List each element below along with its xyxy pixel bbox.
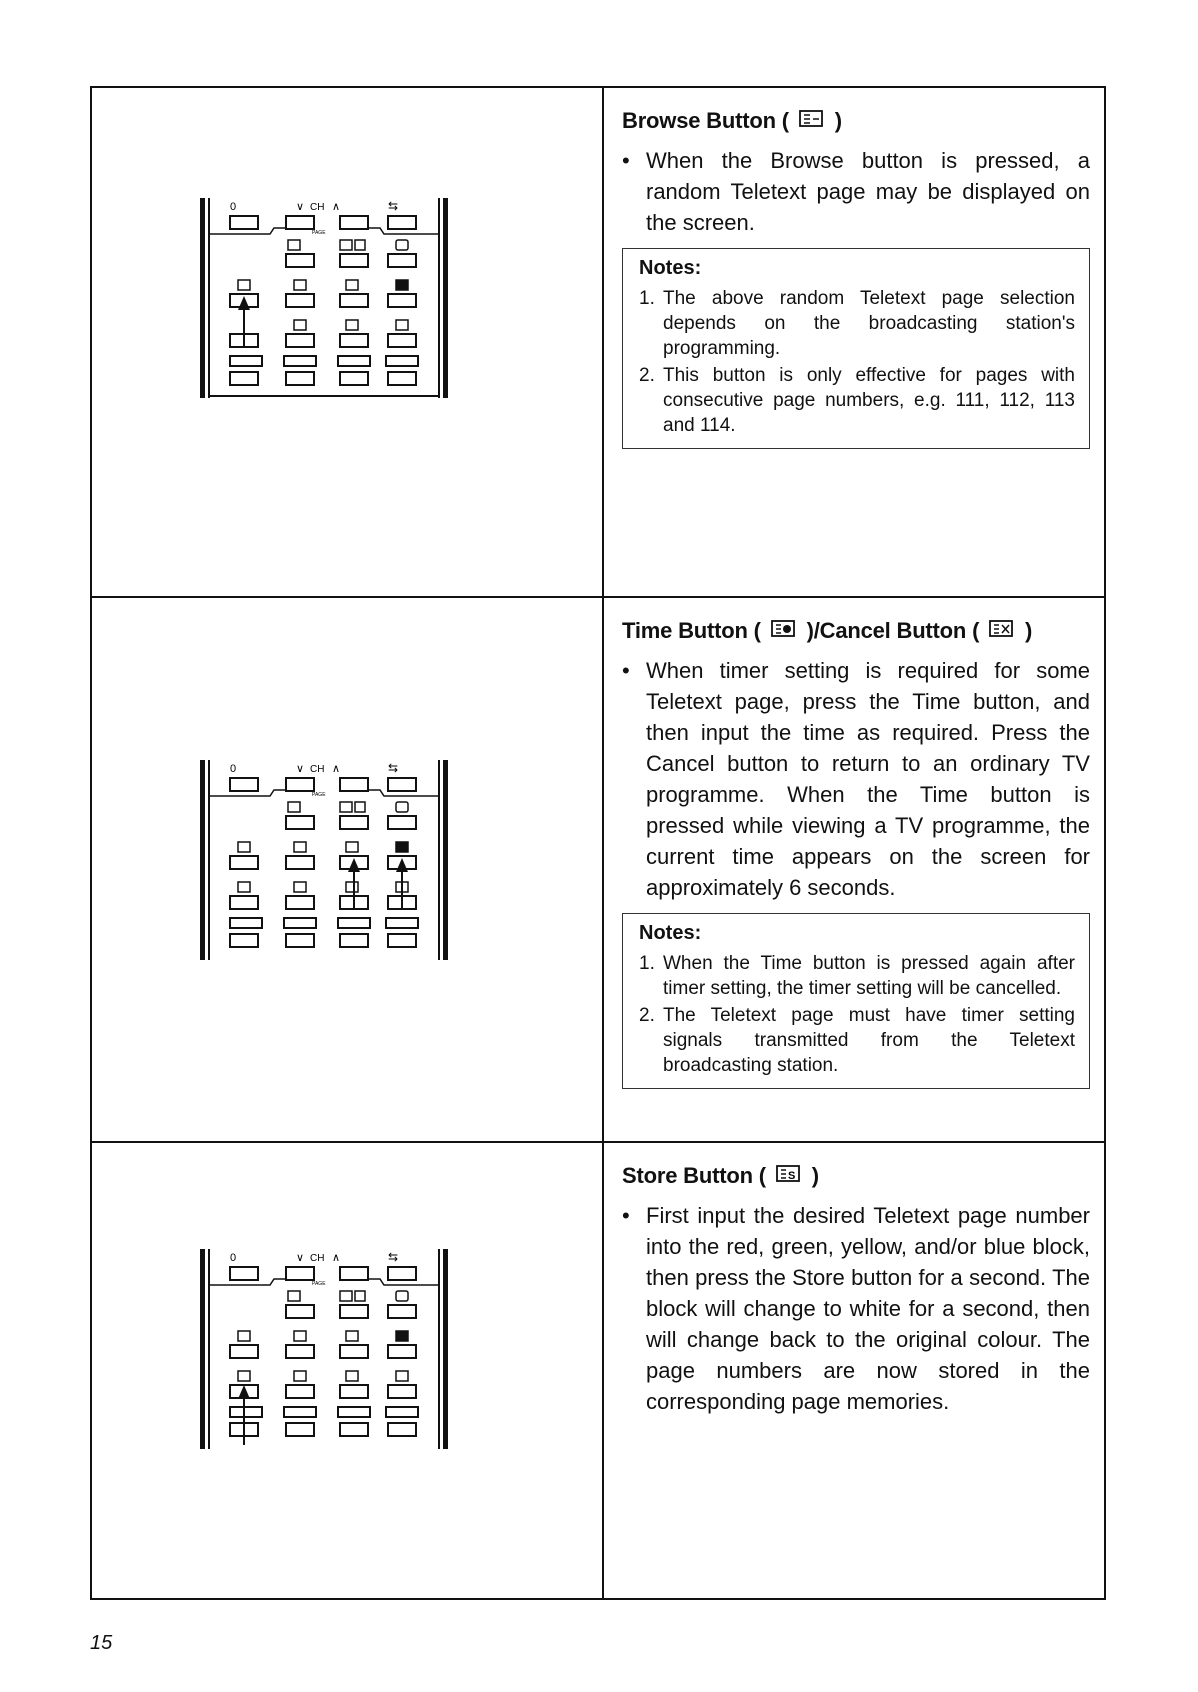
svg-text:0: 0 xyxy=(230,1252,237,1264)
svg-text:S: S xyxy=(787,1170,795,1183)
browse-icon xyxy=(799,109,825,135)
section-time-cancel xyxy=(92,598,1104,1143)
section-heading: Store Button ( S ) xyxy=(622,1163,1090,1190)
section-heading: Browse Button ( ) xyxy=(622,108,1090,135)
svg-text:CH: CH xyxy=(310,1253,325,1264)
notes-box xyxy=(622,248,1090,449)
notes-title: Notes: xyxy=(639,257,702,280)
note-item: 1. The above random Teletext page selection depends on the broadcasting station's programming. xyxy=(639,288,1075,360)
section-heading: Time Button ( )/Cancel Button ( ) xyxy=(622,618,1090,645)
svg-text:⇆: ⇆ xyxy=(388,761,399,775)
svg-text:∨: ∨ xyxy=(296,763,305,775)
svg-text:∧: ∧ xyxy=(332,1252,341,1264)
remote-illustration-browse xyxy=(200,196,450,406)
svg-text:∨: ∨ xyxy=(296,1252,305,1264)
browse-description: • When the Browse button is pressed, a random Teletext page may be displayed on the screen. xyxy=(622,148,1090,236)
svg-text:∧: ∧ xyxy=(332,201,341,213)
remote-illustration-time xyxy=(200,758,450,968)
store-description: • First input the desired Teletext page number into the red, green, yellow, and/or blue block, then press the Store button for a second. The block will change to white for a second, then will change back to the original colour. The page numbers are now stored in the corresponding page memories. xyxy=(622,1203,1090,1415)
note-item: 1. When the Time button is pressed again after timer setting, the timer setting will be cancelled. xyxy=(639,953,1075,1000)
zero-label: 0 xyxy=(230,201,237,213)
remote-illustration-store xyxy=(200,1247,450,1457)
svg-text:∨: ∨ xyxy=(296,201,305,213)
cancel-icon xyxy=(989,619,1015,645)
notes-title: Notes: xyxy=(639,922,702,945)
svg-text:⇆: ⇆ xyxy=(388,1250,399,1264)
section-time-text xyxy=(604,598,1104,1141)
svg-text:CH: CH xyxy=(310,764,325,775)
svg-text:CH: CH xyxy=(310,202,325,213)
note-item: 2. The Teletext page must have timer setting signals transmitted from the Teletext broadcasting station. xyxy=(639,1005,1075,1077)
section-browse xyxy=(92,88,1104,598)
svg-text:PAGE: PAGE xyxy=(312,1281,326,1287)
section-store-text xyxy=(604,1143,1104,1598)
page-number: 15 xyxy=(90,1632,113,1654)
remote-illustration-cell xyxy=(92,1143,604,1598)
svg-text:PAGE: PAGE xyxy=(312,230,326,236)
svg-text:∧: ∧ xyxy=(332,763,341,775)
section-browse-text xyxy=(604,88,1104,596)
notes-box xyxy=(622,913,1090,1089)
time-description: • When timer setting is required for some Teletext page, press the Time button, and then input the time as required. Press the Cancel button to return to an ordinary TV programme. When the Time button is pressed while viewing a TV programme, the current time appears on the screen for approximately 6 seconds. xyxy=(622,658,1090,901)
svg-text:⇆: ⇆ xyxy=(388,199,399,213)
time-icon xyxy=(771,619,797,645)
svg-text:0: 0 xyxy=(230,763,237,775)
svg-text:PAGE: PAGE xyxy=(312,792,326,798)
remote-illustration-cell xyxy=(92,88,604,596)
remote-illustration-cell xyxy=(92,598,604,1141)
page-frame xyxy=(90,86,1106,1600)
store-icon xyxy=(776,1164,802,1190)
note-item: 2. This button is only effective for pages with consecutive page numbers, e.g. 111, 112, 113 and 114. xyxy=(639,365,1075,437)
section-store xyxy=(92,1143,1104,1598)
